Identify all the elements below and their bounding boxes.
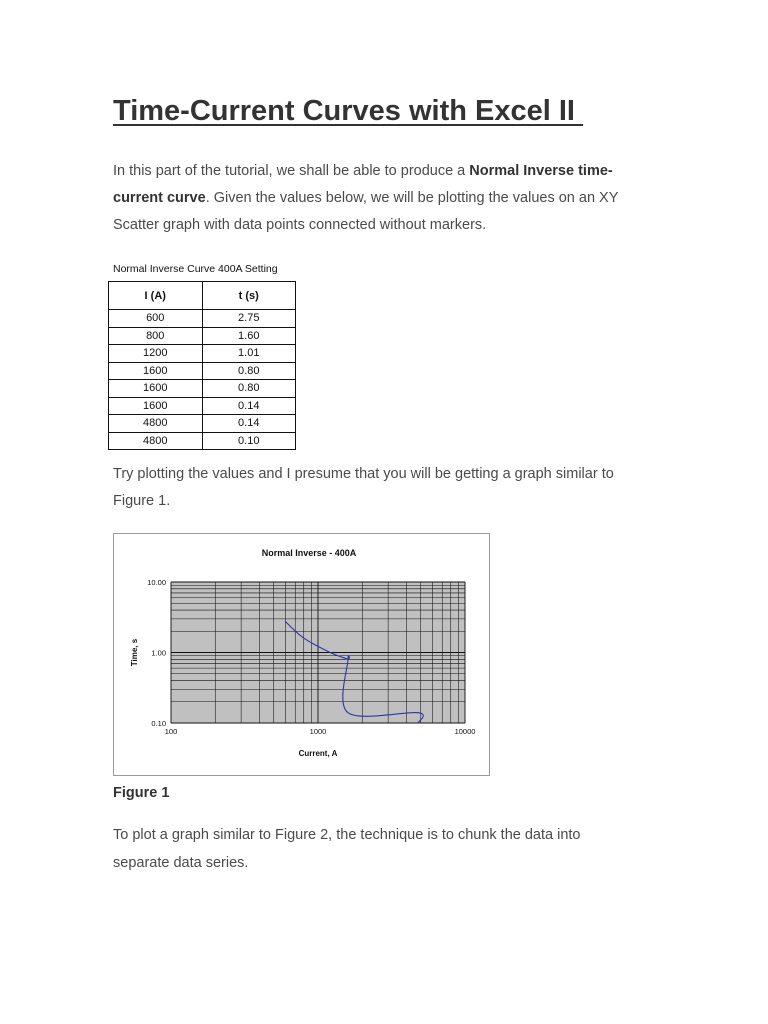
- column-header-current: I (A): [109, 282, 203, 310]
- cell-current: 4800: [109, 432, 203, 450]
- cell-time: 0.10: [202, 432, 296, 450]
- table-row: [109, 310, 296, 328]
- page-title: Time-Current Curves with Excel II: [113, 95, 584, 127]
- table-row: [109, 327, 296, 345]
- table-row: [109, 345, 296, 363]
- x-axis-label: Current, A: [298, 749, 338, 758]
- table-row: [109, 380, 296, 398]
- intro-text-before: In this part of the tutorial, we shall be able to produce a: [113, 163, 470, 179]
- cell-time: 0.80: [202, 380, 296, 398]
- intro-bold-term: Normal Inverse time-current curve: [113, 163, 613, 206]
- cell-current: 800: [109, 327, 203, 345]
- cell-current: 4800: [109, 415, 203, 433]
- cell-current: 600: [109, 310, 203, 328]
- y-axis-label: Time, s: [130, 638, 139, 667]
- cell-time: 0.14: [202, 415, 296, 433]
- chart-svg: [114, 534, 489, 775]
- x-tick-label: 100: [164, 727, 178, 736]
- table-row: [109, 397, 296, 415]
- cell-time: 2.75: [202, 310, 296, 328]
- cell-current: 1600: [109, 380, 203, 398]
- figure-caption: Figure 1: [113, 785, 170, 801]
- body-paragraph-closing: To plot a graph similar to Figure 2, the technique is to chunk the data into separate data series.: [113, 827, 581, 871]
- intro-text-after: . Given the values below, we will be plotting the values on an XY Scatter graph with data points connected without markers.: [113, 190, 619, 233]
- cell-current: 1200: [109, 345, 203, 363]
- table-header-row: [109, 282, 296, 310]
- grid-lines: [171, 582, 465, 723]
- x-tick-label: 10000: [454, 727, 476, 736]
- y-tick-label: 10.00: [147, 578, 166, 587]
- table-caption: Normal Inverse Curve 400A Setting: [113, 263, 278, 275]
- y-tick-label: 0.10: [151, 719, 166, 728]
- figure-1-chart: [113, 533, 490, 776]
- y-tick-label: 1.00: [151, 648, 166, 658]
- table-row: [109, 415, 296, 433]
- cell-time: 1.60: [202, 327, 296, 345]
- intro-paragraph: [113, 158, 653, 239]
- chart-title: Normal Inverse - 400A: [261, 548, 357, 558]
- x-tick-label: 1000: [309, 727, 327, 736]
- cell-time: 0.14: [202, 397, 296, 415]
- table-row: [109, 362, 296, 380]
- data-table: [108, 281, 296, 450]
- cell-time: 0.80: [202, 362, 296, 380]
- cell-current: 1600: [109, 362, 203, 380]
- table-row: [109, 432, 296, 450]
- cell-current: 1600: [109, 397, 203, 415]
- column-header-time: t (s): [202, 282, 296, 310]
- body-paragraph-try: Try plotting the values and I presume that you will be getting a graph similar to Figure 1.: [113, 466, 614, 509]
- cell-time: 1.01: [202, 345, 296, 363]
